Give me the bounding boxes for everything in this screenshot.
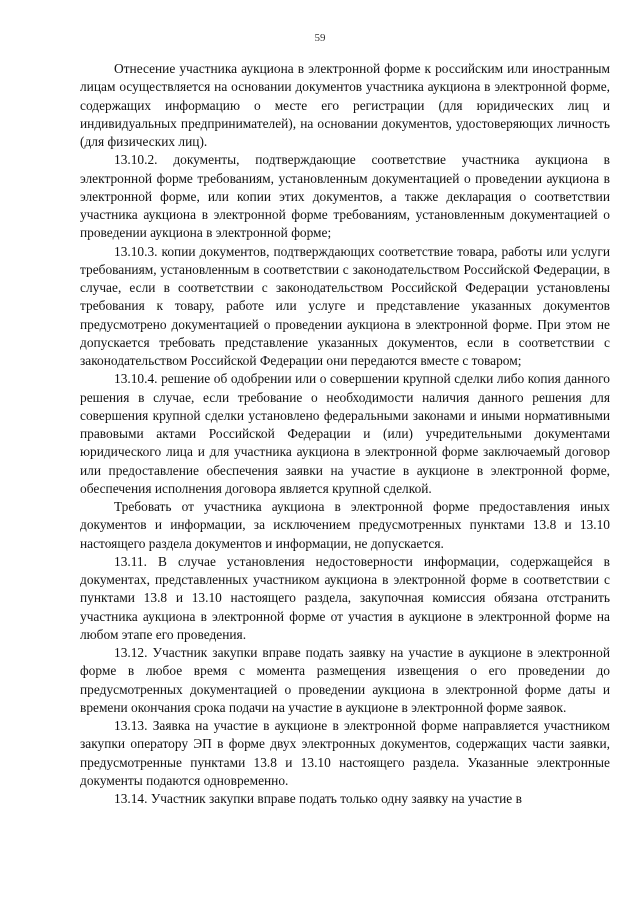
paragraph-13-10-4: 13.10.4. решение об одобрении или о совершении крупной сделки либо копия данного решения в случае, если требование о необходимости наличия данного решения для совершения крупной сделки установлено федеральными законами и иными нормативными правовыми актами Российской Федерации и (или) учредительными документами юридического лица и для участника аукциона в электронной форме заключаемый договор или предоставление обеспечения заявки на участие в аукционе в электронной форме, обеспечения исполнения договора является крупной сделкой. bbox=[80, 371, 610, 496]
paragraph-13-10-2: 13.10.2. документы, подтверждающие соответствие участника аукциона в электронной форме требованиям, установленным документацией о проведении аукциона в электронной форме, или копии этих документов, а также декларация о соответствии участника аукциона в электронной форме требованиям, установленным документацией о проведении аукциона в электронной форме; bbox=[80, 152, 610, 241]
paragraph-13-14: 13.14. Участник закупки вправе подать только одну заявку на участие в bbox=[114, 791, 522, 806]
paragraph-13-11: 13.11. В случае установления недостоверности информации, содержащейся в документах, представленных участником аукциона в электронной форме в соответствии с пунктами 13.8 и 13.10 настоящего раздела, закупочная комиссия обязана отстранить участника аукциона в электронной форме от участия в аукционе в электронной форме на любом этапе его проведения. bbox=[80, 553, 610, 642]
paragraph-no-extra-documents: Требовать от участника аукциона в электронной форме предоставления иных документов и информации, за исключением предусмотренных пунктами 13.8 и 13.10 настоящего раздела документов и информации, не допускается. bbox=[80, 499, 610, 551]
paragraph-russian-foreign-status: Отнесение участника аукциона в электронной форме к российским или иностранным лицам осуществляется на основании документов участника аукциона в электронной форме, содержащих информацию о месте его регистрации (для юридических лиц и индивидуальных предпринимателей), на основании документов, удостоверяющих личность (для физических лиц). bbox=[80, 61, 610, 149]
document-body bbox=[80, 60, 610, 808]
paragraph-13-12: 13.12. Участник закупки вправе подать заявку на участие в аукционе в электронной форме в любое время с момента размещения извещения о его проведении до предусмотренных документацией о проведении аукциона в электронной форме даты и времени окончания срока подачи на участие в аукционе в электронной форме заявок. bbox=[80, 645, 610, 715]
page-number: 59 bbox=[314, 32, 326, 44]
paragraph-13-10-3: 13.10.3. копии документов, подтверждающих соответствие товара, работы или услуги требованиям, установленным в соответствии с законодательством Российской Федерации, в случае, если в соответствии с законодательством Российской Федерации установлены требования к товару, работе или услуге и представление указанных документов предусмотрено документацией о проведении аукциона в электронной форме. При этом не допускается требовать представление указанных документов, если в соответствии с законодательством Российской Федерации они передаются вместе с товаром; bbox=[80, 243, 610, 368]
paragraph-13-13: 13.13. Заявка на участие в аукционе в электронной форме направляется участником закупки оператору ЭП в форме двух электронных документов, содержащих части заявки, предусмотренные пунктами 13.8 и 13.10 настоящего раздела. Указанные электронные документы подаются одновременно. bbox=[80, 718, 610, 788]
